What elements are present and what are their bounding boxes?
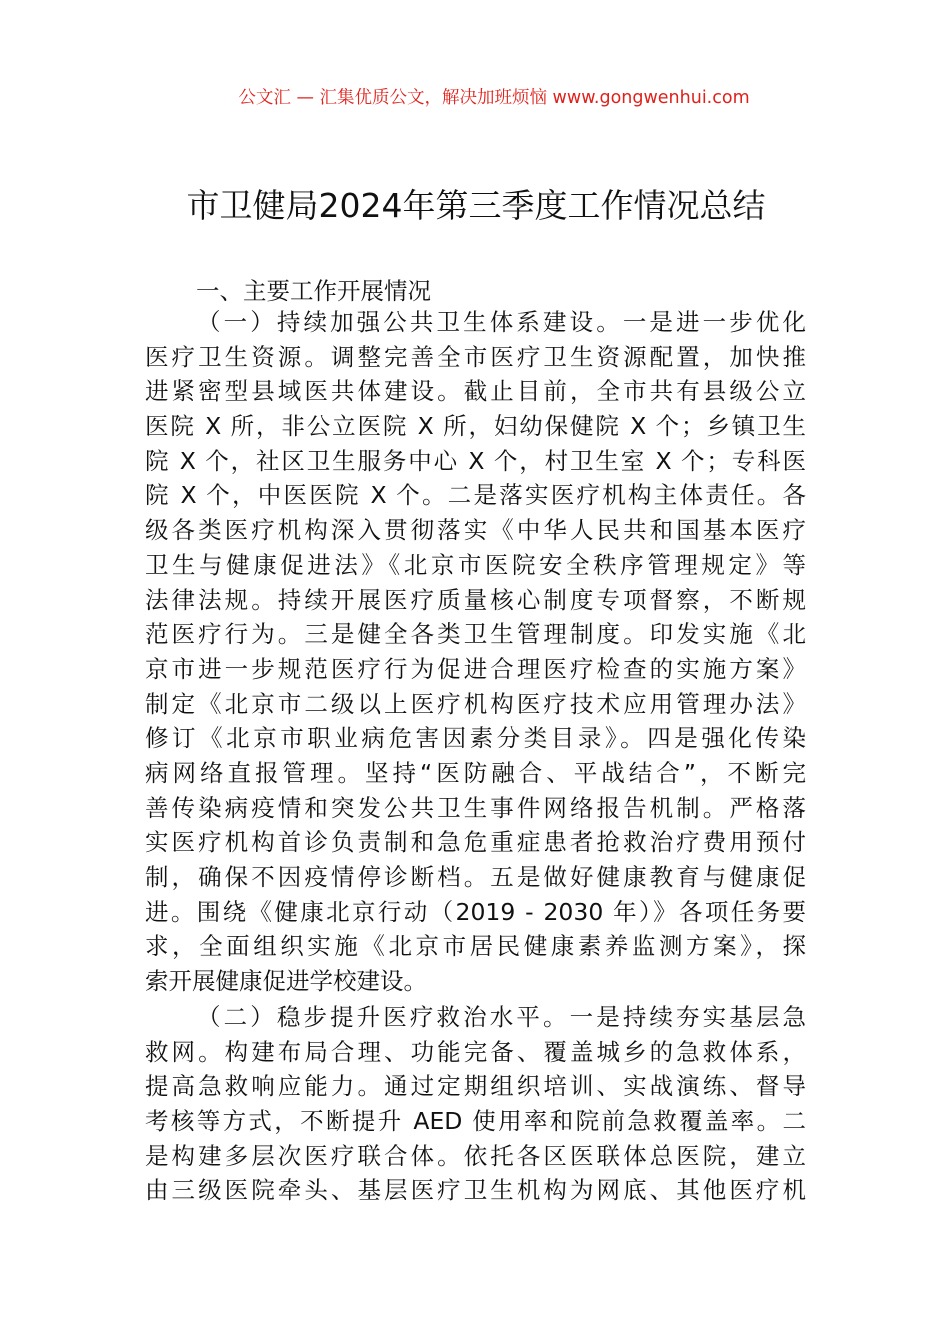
text-line: 院 X 个，社区卫生服务中心 X 个，村卫生室 X 个；专科医 <box>145 446 806 475</box>
text-line: 卫生与健康促进法》《北京市医院安全秩序管理规定》等 <box>145 550 806 579</box>
text-line: 实医疗机构首诊负责制和急危重症患者抢救治疗费用预付 <box>145 828 806 857</box>
text-line: 考核等方式，不断提升 AED 使用率和院前急救覆盖率。二 <box>145 1107 806 1136</box>
text-line: 救网。构建布局合理、功能完备、覆盖城乡的急救体系， <box>145 1037 806 1066</box>
text-line: 院 X 个，中医医院 X 个。二是落实医疗机构主体责任。各 <box>145 481 806 510</box>
text-line: 制定《北京市二级以上医疗机构医疗技术应用管理办法》 <box>145 689 806 718</box>
text-line: 修订《北京市职业病危害因素分类目录》。四是强化传染 <box>145 724 806 753</box>
text-line: （二）稳步提升医疗救治水平。一是持续夯实基层急 <box>197 1003 806 1031</box>
text-line: 级各类医疗机构深入贯彻落实《中华人民共和国基本医疗 <box>145 516 806 545</box>
text-line: 求，全面组织实施《北京市居民健康素养监测方案》，探 <box>145 932 806 961</box>
text-line: 是构建多层次医疗联合体。依托各区医联体总医院，建立 <box>145 1141 806 1170</box>
text-line: 善传染病疫情和突发公共卫生事件网络报告机制。严格落 <box>145 793 806 822</box>
text-line: 范医疗行为。三是健全各类卫生管理制度。印发实施《北 <box>145 620 806 649</box>
text-line: 医院 X 所，非公立医院 X 所，妇幼保健院 X 个；乡镇卫生 <box>145 412 806 441</box>
text-line: 医疗卫生资源。调整完善全市医疗卫生资源配置，加快推 <box>145 342 806 371</box>
text-line: 进。围绕《健康北京行动（2019 - 2030 年）》各项任务要 <box>145 897 806 926</box>
section-heading: 一、主要工作开展情况 <box>196 277 431 305</box>
text-line: 索开展健康促进学校建设。 <box>145 967 427 996</box>
paragraph-1 <box>145 305 806 999</box>
text-line: 京市进一步规范医疗行为促进合理医疗检查的实施方案》 <box>145 654 806 683</box>
text-line: 制，确保不因疫情停诊断档。五是做好健康教育与健康促 <box>145 863 806 891</box>
document-title: 市卫健局2024年第三季度工作情况总结 <box>186 186 766 225</box>
text-line: 进紧密型县域医共体建设。截止目前，全市共有县级公立 <box>145 377 806 406</box>
watermark-header: 公文汇 — 汇集优质公文，解决加班烦恼 www.gongwenhui.com <box>238 88 750 108</box>
text-line: 提高急救响应能力。通过定期组织培训、实战演练、督导 <box>145 1072 806 1101</box>
text-line: 法律法规。持续开展医疗质量核心制度专项督察，不断规 <box>145 585 806 614</box>
text-line: 由三级医院牵头、基层医疗卫生机构为网底、其他医疗机 <box>145 1176 806 1205</box>
text-line: 病网络直报管理。坚持“医防融合、平战结合”，不断完 <box>145 758 806 787</box>
text-line: （一）持续加强公共卫生体系建设。一是进一步优化 <box>197 308 806 336</box>
paragraph-2 <box>145 1000 806 1208</box>
